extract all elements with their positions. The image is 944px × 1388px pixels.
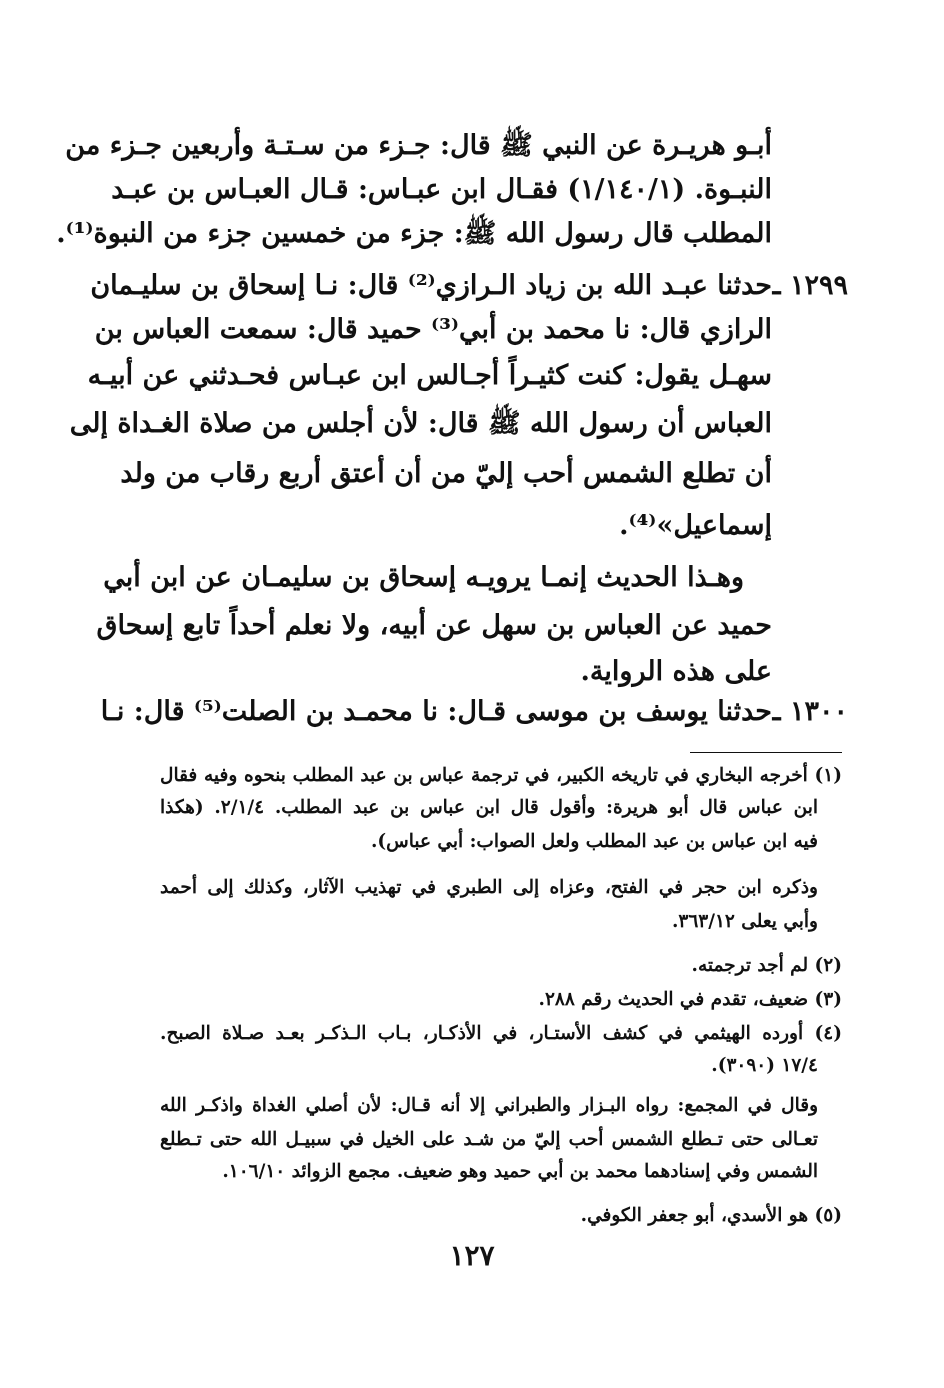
footnote-line: ابن عباس قال أبو هريرة: وأقول قال ابن عباس بن عبد المطلب. ٢/١/٤. (هكذا bbox=[160, 797, 818, 818]
main-text-line: النبـوة. (١/١٤٠/١) فقـال ابن عبـاس: قـال العبـاس بن عبـد bbox=[111, 174, 772, 205]
footnote-line: وقال في المجمع: رواه البـزار والطبراني إلا أنه قـال: لأن أصلي الغداة واذكـر الله bbox=[160, 1095, 818, 1116]
footnote-line: (٤) أورده الهيثمي في كشف الأستـار، في الأذكـار، بـاب الـذكـر بعـد صـلاة الصبح. bbox=[160, 1023, 842, 1044]
hadith-number: ١٢٩٩ ـ bbox=[772, 270, 848, 301]
main-text-line: حميد عن العباس بن سهل عن أبيه، ولا نعلم أحداً تابع إسحاق bbox=[96, 610, 772, 641]
footnote-line: تعـالى حتى تـطلع الشمس أحب إليّ من شـد على الخيل في سبيـل الله حتى تـطلع bbox=[160, 1129, 818, 1150]
main-text-line: حدثنا عبـد الله بن زياد الـرازي⁽²⁾ قال: نـا إسحاق بن سليـمان bbox=[90, 270, 772, 301]
main-text-line: المطلب قال رسول الله ﷺ: جزء من خمسين جزء من النبوة⁽¹⁾. bbox=[56, 218, 772, 249]
footnote-line: ١٧/٤ (٣٠٩٠). bbox=[711, 1055, 818, 1076]
footnote-line: الشمس وفي إسنادهما محمد بن أبي حميد وهو ضعيف. مجمع الزوائد ١٠٦/١٠. bbox=[222, 1161, 818, 1182]
footnote-separator bbox=[690, 752, 842, 753]
main-text-line: الرازي قال: نا محمد بن أبي⁽³⁾ حميد قال: سمعت العباس بن bbox=[94, 314, 772, 345]
footnote-line: (١) أخرجه البخاري في تاريخه الكبير، في ترجمة عباس بن عبد المطلب بنحوه وفيه فقال bbox=[160, 765, 842, 786]
main-text-line: حدثنا يوسف بن موسى قـال: نا محمـد بن الصلت⁽⁵⁾ قال: نـا bbox=[100, 696, 772, 727]
main-text-line: أبـو هريـرة عن النبي ﷺ قال: جـزء من سـتـة وأربعين جـزء من bbox=[65, 130, 772, 161]
footnote-line: (٣) ضعيف، تقدم في الحديث رقم ٢٨٨. bbox=[538, 989, 842, 1010]
main-text-line: وهـذا الحديث إنمـا يرويـه إسحاق بن سليمـان عن ابن أبي bbox=[103, 562, 744, 593]
footnote-line: (٢) لم أجد ترجمته. bbox=[691, 955, 842, 976]
main-text-line: إسماعيل»⁽⁴⁾. bbox=[619, 510, 772, 541]
main-text-line: العباس أن رسول الله ﷺ قال: لأن أجلس من صلاة الغـداة إلى bbox=[69, 408, 772, 439]
footnote-line: وذكره ابن حجر في الفتح، وعزاه إلى الطبري في تهذيب الآثار، وكذلك إلى أحمد bbox=[160, 877, 818, 898]
main-text-line: سهـل يقول: كنت كثيـراً أجـالس ابن عبـاس فحـدثني عن أبيـه bbox=[87, 360, 772, 391]
hadith-number: ١٣٠٠ ـ bbox=[772, 696, 848, 727]
footnote-line: فيه ابن عباس بن عبد المطلب ولعل الصواب: أبي عباس). bbox=[370, 831, 818, 852]
main-text-line: أن تطلع الشمس أحب إليّ من أن أعتق أربع رقاب من ولد bbox=[120, 458, 772, 489]
page-number: ١٢٧ bbox=[449, 1239, 495, 1272]
footnote-line: (٥) هو الأسدي، أبو جعفر الكوفي. bbox=[580, 1205, 842, 1226]
footnote-line: وأبي يعلى ٣٦٣/١٢. bbox=[671, 911, 818, 932]
main-text-line: على هذه الرواية. bbox=[580, 656, 772, 687]
